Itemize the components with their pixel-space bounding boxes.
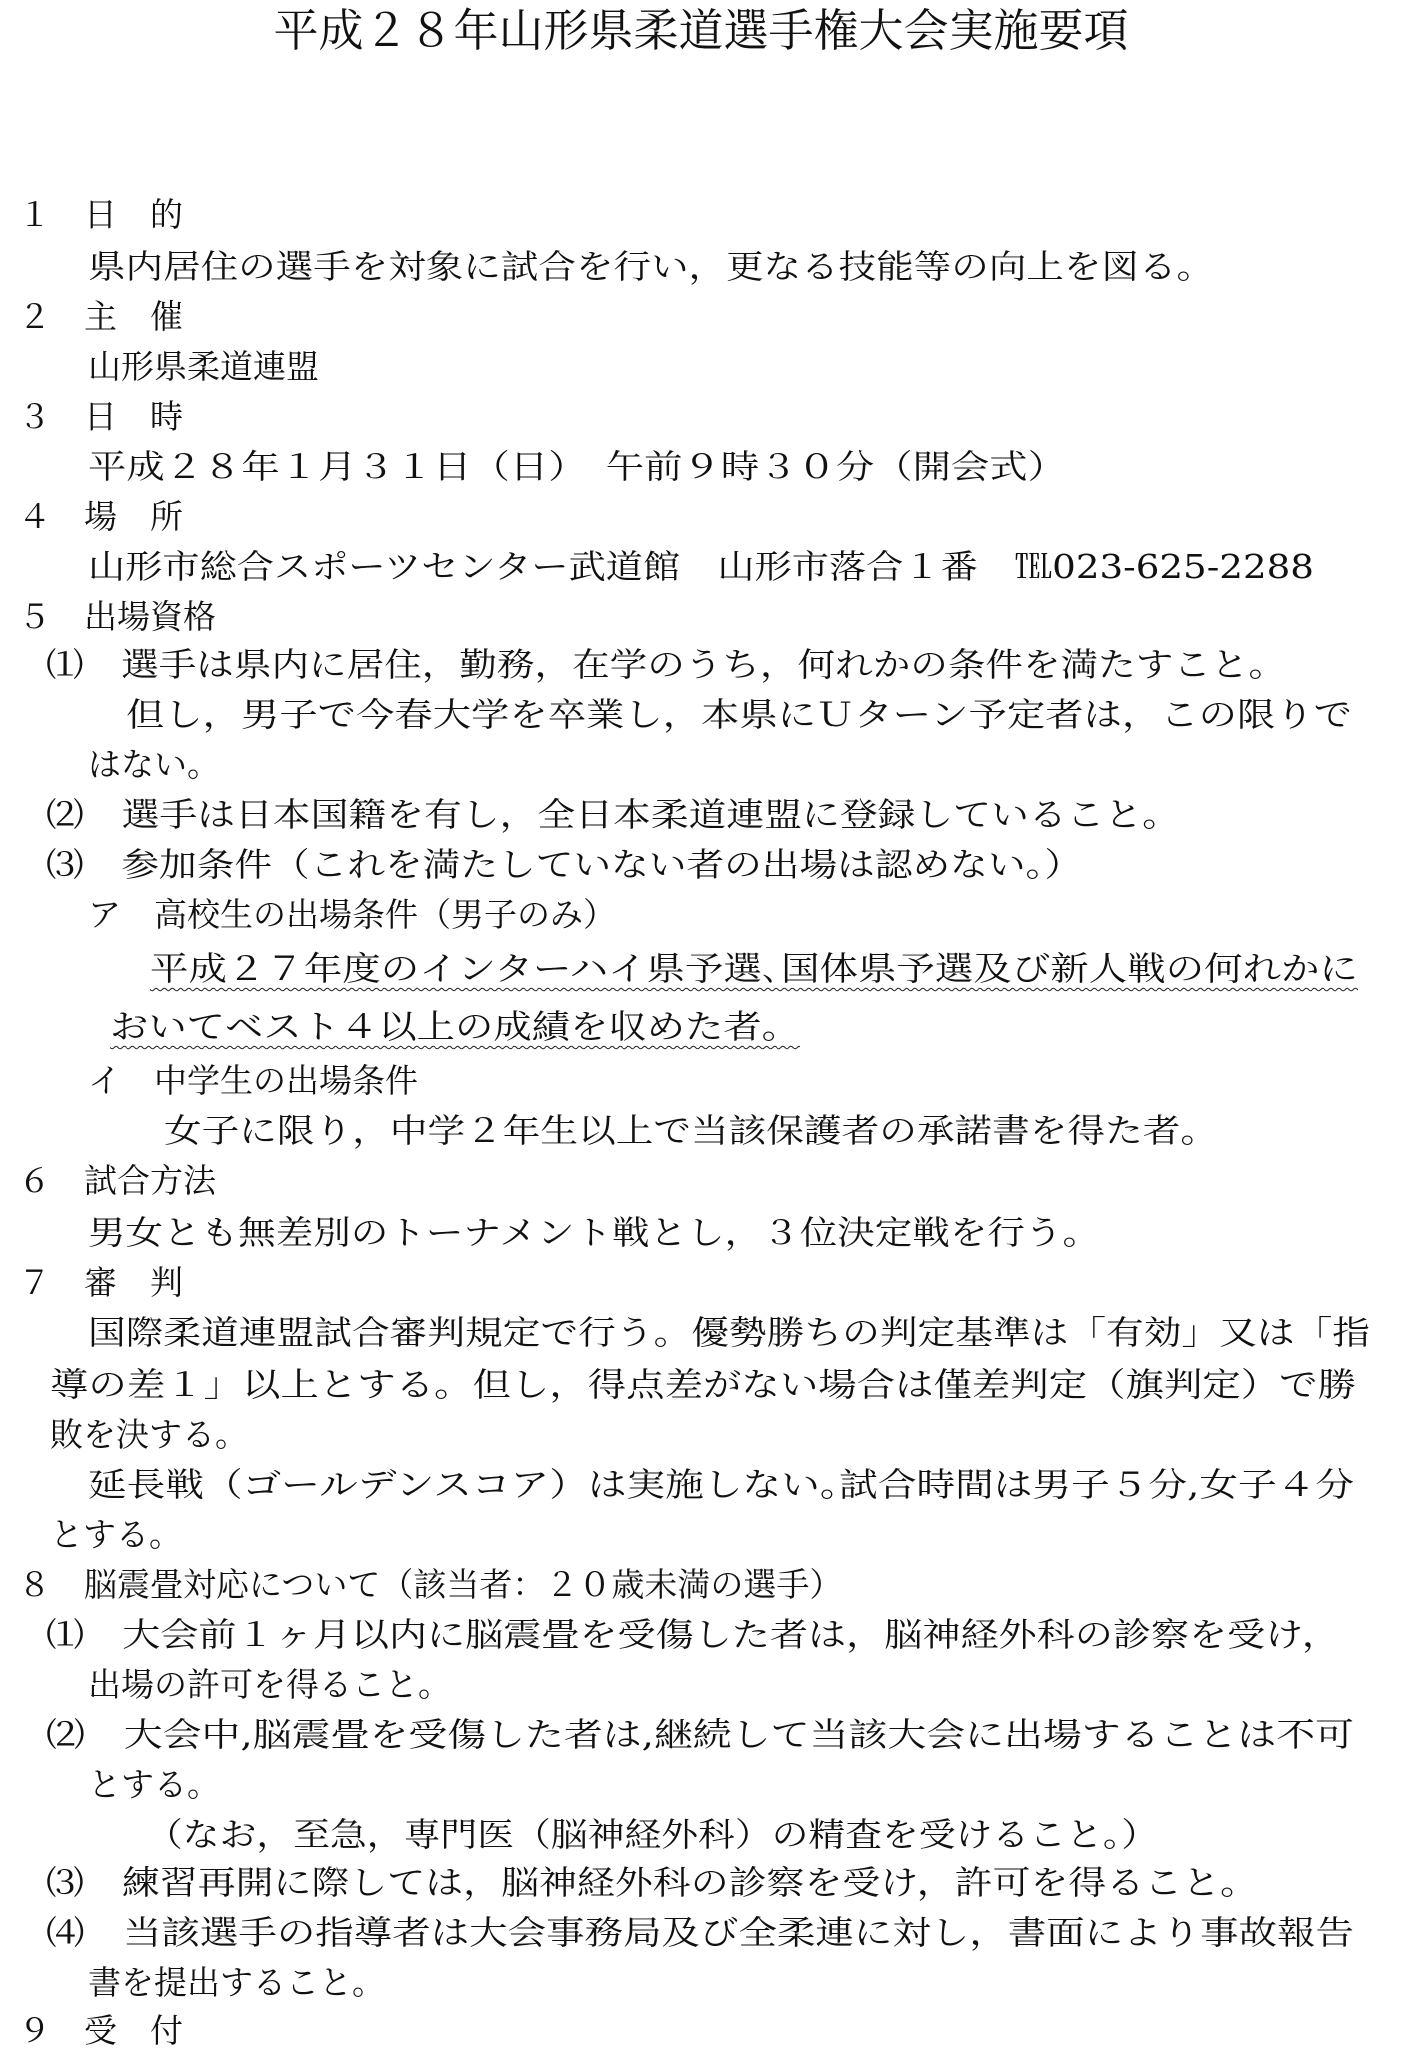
text-line-14: ⑶ 参加条件（これを満たしていない者の出場は認めない。） — [46, 845, 1083, 884]
text-line-5: ３ 日 時 — [18, 397, 183, 436]
text-line-34: ⑶ 練習再開に際しては，脳神経外科の診察を受け，許可を得ること。 — [46, 1863, 1259, 1902]
document-title: 平成２８年山形県柔道選手権大会実施要項 — [273, 4, 1129, 57]
text-line-12: はない。 — [88, 745, 220, 784]
text-line-17: おいてベスト４以上の成績を収めた者。 — [110, 1007, 800, 1046]
text-line-1: １ 日 的 — [18, 195, 183, 234]
text-line-3: ２ 主 催 — [18, 297, 183, 336]
text-line-13: ⑵ 選手は日本国籍を有し，全日本柔道連盟に登録していること。 — [46, 795, 1181, 834]
text-line-21: 男女とも無差別のトーナメント戦とし，３位決定戦を行う。 — [88, 1213, 1101, 1252]
text-line-11: 但し，男子で今春大学を卒業し，本県にＵターン予定者は，この限りで — [126, 695, 1352, 734]
text-line-33: （なお，至急，専門医（脳神経外科）の精査を受けること。） — [146, 1815, 1159, 1854]
text-line-25: 敗を決する。 — [50, 1415, 248, 1454]
text-line-26: 延長戦（ゴールデンスコア）は実施しない｡試合時間は男子５分,女子４分 — [88, 1465, 1355, 1504]
text-line-2: 県内居住の選手を対象に試合を行い，更なる技能等の向上を図る。 — [88, 247, 1215, 286]
text-line-22: ７ 審 判 — [18, 1263, 183, 1302]
text-line-19: 女子に限り，中学２年生以上で当該保護者の承諾書を得た者。 — [164, 1111, 1219, 1150]
text-line-8: 山形市総合スポーツセンター武道館 山形市落合１番 ℡023-625-2288 — [88, 547, 1314, 586]
text-line-31: ⑵ 大会中,脳震畳を受傷した者は,継続して当該大会に出場することは不可 — [46, 1715, 1355, 1754]
text-line-29: ⑴ 大会前１ヶ月以内に脳震畳を受傷した者は，脳神経外科の診察を受け， — [46, 1615, 1340, 1654]
text-line-16: 平成２７年度のインターハイ県予選､国体県予選及び新人戦の何れかに — [150, 949, 1358, 988]
text-line-15: ア 高校生の出場条件（男子のみ） — [88, 895, 616, 934]
text-line-30: 出場の許可を得ること。 — [88, 1665, 451, 1704]
text-line-36: 書を提出すること。 — [88, 1963, 385, 2002]
text-line-4: 山形県柔道連盟 — [88, 347, 319, 386]
text-line-9: ５ 出場資格 — [18, 597, 216, 636]
text-line-20: ６ 試合方法 — [18, 1161, 216, 1200]
text-line-28: ８ 脳震畳対応について（該当者：２０歳未満の選手） — [18, 1565, 843, 1604]
text-line-7: ４ 場 所 — [18, 497, 183, 536]
text-line-37: ９ 受 付 — [18, 2011, 183, 2050]
text-line-10: ⑴ 選手は県内に居住，勤務，在学のうち，何れかの条件を満たすこと。 — [46, 645, 1287, 684]
text-line-35: ⑷ 当該選手の指導者は大会事務局及び全柔連に対し，書面により事故報告 — [46, 1913, 1355, 1952]
text-line-18: イ 中学生の出場条件 — [88, 1061, 418, 1100]
text-line-27: とする。 — [50, 1515, 182, 1554]
text-line-23: 国際柔道連盟試合審判規定で行う。優勢勝ちの判定基準は「有効」又は「指 — [88, 1313, 1370, 1352]
text-line-6: 平成２８年１月３１日（日） 午前９時３０分（開会式） — [88, 447, 1066, 486]
text-line-32: とする。 — [88, 1765, 220, 1804]
text-line-24: 導の差１」以上とする。但し，得点差がない場合は僅差判定（旗判定）で勝 — [50, 1365, 1357, 1404]
